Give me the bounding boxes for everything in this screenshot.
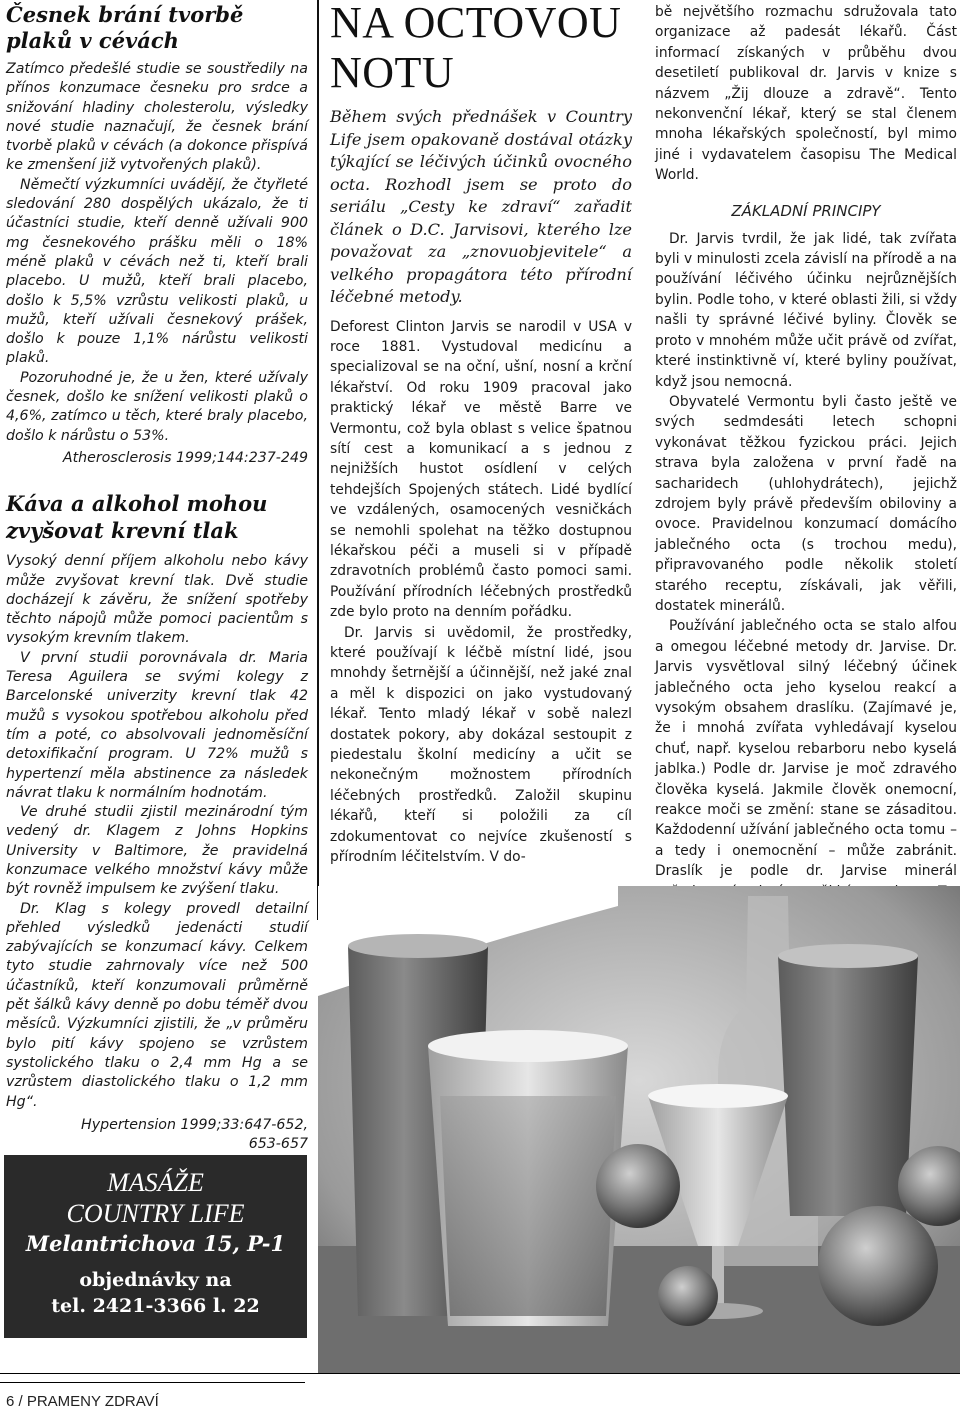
photo-fruit-juices xyxy=(318,886,960,1373)
heading-line: zvyšovat krevní tlak xyxy=(6,518,239,544)
paragraph: Němečtí výzkumníci uvádějí, že čtyřleté sledování 280 dospělých ukázalo, že ti účastníci studie, kteří denně užívali 900 mg česnekového prášku měli o 18% méně plaků v cévách než ti, kteří brali placebo. U mužů, kteří brali placebo, došlo k 5,5% vzrůstu velikosti plaků, u mužů, kteří užívali česnekový prášek, došlo k pouze 1,1% nárůstu velikosti plaků. xyxy=(6,176,308,367)
right-column xyxy=(655,0,957,963)
heading-line: Káva a alkohol mohou xyxy=(6,491,268,517)
article-heading-garlic xyxy=(6,2,308,54)
article-body-coffee xyxy=(6,552,308,1112)
middle-column xyxy=(330,0,632,867)
paragraph: Dr. Klag s kolegy provedl detailní přehled výsledků jedenácti studií zabývajících se konzumací kávy. Celkem tyto studie zahrnovaly více než 500 účastníků, kteří konzumovali průměrně pět šálků kávy denně po dobu téměř dvou měsíců. Výzkumníci zjistili, že „v průměru bylo pití kávy spojeno se vzrůstem systolického tlaku o 2,4 mm Hg a se vzrůstem diastolického tlaku o 1,2 mm Hg“. xyxy=(6,900,308,1110)
article-body-garlic xyxy=(6,60,308,446)
paragraph: Pozoruhodné je, že u žen, které užívaly česnek, došlo ke snížení velikosti plaků o 4,6%, zatímco u těch, které braly placebo, došlo k nárůstu o 53%. xyxy=(6,369,308,444)
ad-orders-label: objednávky na xyxy=(79,1269,232,1291)
section-subheading: ZÁKLADNÍ PRINCIPY xyxy=(731,201,881,220)
paragraph: Ve druhé studii zjistil mezinárodní tým vedený dr. Klagem z Johns Hopkins University v Baltimore, že pravidelná konzumace velkého množství kávy může být rovněž impulsem ke zvýšení tlaku. xyxy=(6,804,308,898)
article-intro: Během svých přednášek v Country Life jsem opakovaně dostával otázky týkající se léčivých účinků ovocného octa. Rozhodl jsem se proto do seriálu „Cesty ke zdraví“ zařadit článek o D.C. Jarvisovi, kterého lze považovat za „znovuobjevitele“ a velkého propagátora této přírodní léčebné metody. xyxy=(330,107,632,306)
paragraph: Dr. Jarvis tvrdil, že jak lidé, tak zvířata byli v minulosti zcela závislí na přírodě a na používání léčivého účinku nejrůznějších bylin. Podle toho, v které oblasti žili, si vždy našli ty správné léčivé byliny. Člověk se proto v mnohém může učit právě od zvířat, které instinktivně ví, které byliny používat, když jsou nemocná. xyxy=(655,230,957,390)
citation-line: 653-657 xyxy=(248,1136,308,1153)
main-article-heading xyxy=(330,0,632,98)
article-body-principles xyxy=(655,229,957,964)
ad-title: MASÁŽE xyxy=(107,1168,204,1197)
paragraph: Obyvatelé Vermontu byli často ještě ve svých sedmdesáti letech schopni vykonávat těžkou fyzickou práci. Jejich strava byla založena v první řadě na sacharidech (uhlohydrátech), jejichž zdrojem byly právě především obiloviny a ovoce. Pravidelnou konzumací domácího jablečného octa (s trochou medu), připravovaného podle několik století starého receptu, získávali, jak věřili, dostatek minerálů. xyxy=(655,393,957,614)
article-heading-coffee xyxy=(6,490,308,544)
paragraph: bě největšího rozmachu sdružovala tato organizace až padesát lékařů. Část informací získaných v průběhu dvou desetiletí publikoval dr. Jarvis v knize s názvem „Žij dlouze a zdravě“. Tento nekonvenční lékař, který se stal členem mnoha lékařských společností, byl mimo jiné i vydavatelem časopisu The Medical World. xyxy=(655,4,957,184)
heading-line: Česnek brání tvorbě xyxy=(6,2,244,27)
heading-line: NOTU xyxy=(330,48,455,97)
footer-rule xyxy=(0,1373,960,1374)
heading-line: NA OCTOVOU xyxy=(330,0,622,47)
ad-phone: tel. 2421-3366 l. 22 xyxy=(51,1295,260,1317)
ad-brand: COUNTRY LIFE xyxy=(66,1199,245,1228)
paragraph: Vysoký denní příjem alkoholu nebo kávy může zvyšovat krevní tlak. Dvě studie docházejí k závěru, že snížení spotřeby těchto nápojů může pomoci pacientům s vysokým krevním tlakem. xyxy=(6,553,308,647)
paragraph: Dr. Jarvis si uvědomil, že prostředky, které používají k léčbě místní lidé, jsou mnohdy šetrnější a účinnější, než jaké znal a měl k dispozici on jako vystudovaný lékař. Tento mladý lékař v sobě nalezl dostatek pokory, aby dokázal sestoupit z piedestalu školní medicíny a učit se nekonečným možnostem přírodních léčebných prostředků. Založil skupinu lékařů, kteří si položili za cíl zdokumentovat co nejvíce zkušeností s přírodním léčitelstvím. V do- xyxy=(330,624,632,866)
article-body-continued xyxy=(655,2,957,186)
left-column xyxy=(6,0,308,1154)
citation-line: Hypertension 1999;33:647-652, xyxy=(81,1116,308,1133)
page-footer: 6 / PRAMENY ZDRAVÍ xyxy=(0,1382,305,1419)
paragraph: V první studii porovnávala dr. Maria Teresa Aguilera se svými kolegy z Barcelonské univerzity krevní tlak 42 mužů s vysokou spotřebou alkoholu před tím a poté, co absolvovali jednoměsíční detoxifikační program. U 72% mužů s hypertenzí měla abstinence za následek návrat tlaku k normálním hodnotám. xyxy=(6,649,308,801)
photo-illustration xyxy=(318,886,960,1373)
column-divider xyxy=(317,0,319,920)
ad-address: Melantrichova 15, P-1 xyxy=(25,1231,286,1256)
article-body xyxy=(330,317,632,868)
paragraph: Deforest Clinton Jarvis se narodil v USA v roce 1881. Vystudoval medicínu a specializoval se na oční, ušní, nosní a krční lékařství. Od roku 1909 pracoval jako praktický lékař ve městě Barre ve Vermontu, což byla oblast s velice špatnou sítí cest a komunikací a s jednou z nejnižších hustot osídlení v celých tehdejších Spojených státech. Lidé bydlící ve vzdálených, osamocených vesničkách se nemohli spolehat na těžko dostupnou lékařskou péči a museli si v případě zdravotních problémů často pomoci sami. Používání přírodních léčebných prostředků zde bylo proto na denním pořádku. xyxy=(330,318,632,621)
heading-line: plaků v cévách xyxy=(6,28,179,53)
paragraph: Zatímco předešlé studie se soustředily na přínos konzumace česneku pro srdce a snižování hladiny cholesterolu, výsledky nové studie naznačují, že česnek brání tvorbě plaků v cévách (a dokonce přispívá ke zmenšení již vytvořených plaků). xyxy=(6,61,308,174)
citation-atherosclerosis: Atherosclerosis 1999;144:237-249 xyxy=(62,449,308,466)
advertisement-box xyxy=(4,1155,307,1338)
paragraph: Používání jablečného octa se stalo alfou a omegou léčebné metody dr. Jarvise. Dr. Jarvis vysvětloval silný léčebný účinek jablečného octa jeho kyselou reakcí a vysokým obsahem draslíku. (Zajímavé je, že i mnohá zvířata vyhledávají kyselou chuť, např. kyselou rebarboru nebo kyselá jablka.) Podle dr. Jarvise je moč zdravého člověka kyselá. Jakmile člověk onemocní, reakce moči se změní: stane se zásaditou. Každodenní užívání jablečného octa tomu – a tedy i onemocnění – může zabránit. Draslík je podle dr. Jarvise minerál xyxy=(655,618,957,880)
citation-hypertension xyxy=(6,1116,308,1155)
